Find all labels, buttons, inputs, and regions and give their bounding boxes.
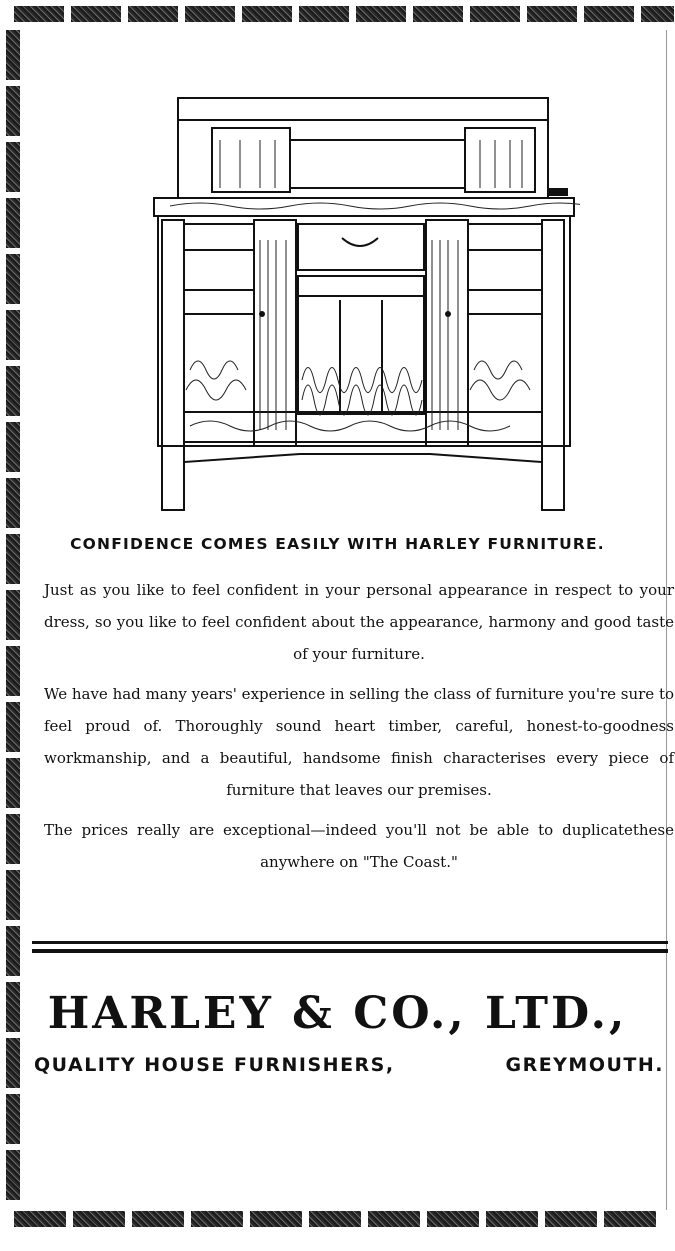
company-name: HARLEY & CO., LTD., [47,988,628,1039]
decorative-border-bottom [14,1208,666,1230]
paragraph: Just as you like to feel confident in your personal appearance in respect to your dress, so you like to feel confident about the appearance, harmony and good taste of your furniture. [44,581,674,663]
body-copy [44,574,674,886]
tagline-business: QUALITY HOUSE FURNISHERS, [34,1054,395,1076]
paragraph: The prices really are exceptional—indeed you'll not be able to duplicatethese anywhere on "The Coast." [44,821,674,871]
headline: CONFIDENCE COMES EASILY WITH HARLEY FURNITURE. [70,535,605,553]
tagline-location: GREYMOUTH. [505,1054,664,1076]
tagline [34,1054,664,1076]
double-rule-divider [32,941,668,955]
washstand-cabinet-icon [150,90,580,518]
decorative-border-top [14,6,674,26]
paragraph: We have had many years' experience in selling the class of furniture you're sure to feel proud of. Thoroughly sound heart timber, careful, honest-to-goodness workmanship, and a beautiful, handsome finish characterises every piece of furniture that leaves our premises. [44,685,674,799]
